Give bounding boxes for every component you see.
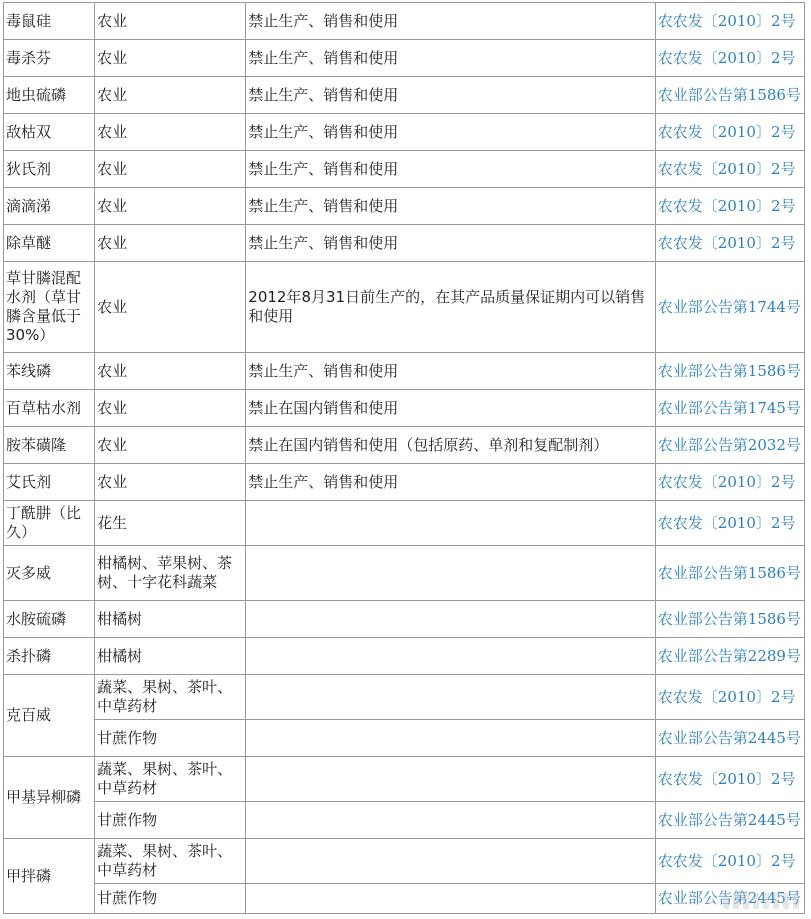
crop-scope: 柑橘树 xyxy=(95,638,246,675)
table-row xyxy=(4,638,805,675)
crop-scope: 农业 xyxy=(95,427,246,464)
pesticide-name: 胺苯磺隆 xyxy=(4,427,95,464)
table-row xyxy=(4,839,805,884)
document-link[interactable]: 农业部公告第2445号 xyxy=(657,810,801,829)
restriction: 2012年8月31日前生产的，在其产品质量保证期内可以销售和使用 xyxy=(246,262,656,353)
crop-scope: 农业 xyxy=(95,40,246,77)
table-row xyxy=(4,675,805,720)
crop-scope: 蔬菜、果树、茶叶、中草药材 xyxy=(95,675,246,720)
pesticide-name: 水胺硫磷 xyxy=(4,601,95,638)
pesticide-ban-table xyxy=(3,2,805,914)
restriction xyxy=(246,839,656,884)
restriction: 禁止生产、销售和使用 xyxy=(246,225,656,262)
crop-scope: 蔬菜、果树、茶叶、中草药材 xyxy=(95,757,246,802)
pesticide-name: 毒杀芬 xyxy=(4,40,95,77)
restriction: 禁止生产、销售和使用 xyxy=(246,77,656,114)
crop-scope: 农业 xyxy=(95,114,246,151)
pesticide-name: 草甘膦混配水剂（草甘膦含量低于30%） xyxy=(4,262,95,353)
table-row xyxy=(4,427,805,464)
table-row xyxy=(4,757,805,802)
table-row xyxy=(4,546,805,601)
restriction: 禁止生产、销售和使用 xyxy=(246,188,656,225)
crop-scope: 蔬菜、果树、茶叶、中草药材 xyxy=(95,839,246,884)
document-link[interactable]: 农农发〔2010〕2号 xyxy=(657,513,796,532)
table-row xyxy=(4,114,805,151)
restriction: 禁止在国内销售和使用（包括原药、单剂和复配制剂） xyxy=(246,427,656,464)
crop-scope: 农业 xyxy=(95,390,246,427)
restriction xyxy=(246,601,656,638)
restriction: 禁止生产、销售和使用 xyxy=(246,3,656,40)
restriction xyxy=(246,638,656,675)
pesticide-name: 除草醚 xyxy=(4,225,95,262)
restriction xyxy=(246,757,656,802)
crop-scope: 花生 xyxy=(95,501,246,546)
restriction: 禁止生产、销售和使用 xyxy=(246,114,656,151)
restriction xyxy=(246,501,656,546)
restriction: 禁止生产、销售和使用 xyxy=(246,464,656,501)
crop-scope: 柑橘树 xyxy=(95,601,246,638)
document-link[interactable]: 农农发〔2010〕2号 xyxy=(657,769,796,788)
document-link[interactable]: 农农发〔2010〕2号 xyxy=(657,11,796,30)
pesticide-name: 克百威 xyxy=(4,675,95,757)
table-row xyxy=(4,188,805,225)
document-link[interactable]: 农农发〔2010〕2号 xyxy=(657,122,796,141)
crop-scope: 甘蔗作物 xyxy=(95,802,246,839)
restriction: 禁止生产、销售和使用 xyxy=(246,40,656,77)
document-link[interactable]: 农农发〔2010〕2号 xyxy=(657,687,796,706)
crop-scope: 农业 xyxy=(95,3,246,40)
table-row xyxy=(4,40,805,77)
pesticide-name: 狄氏剂 xyxy=(4,151,95,188)
pesticide-name: 甲拌磷 xyxy=(4,839,95,914)
crop-scope: 甘蔗作物 xyxy=(95,884,246,914)
restriction xyxy=(246,675,656,720)
document-link[interactable]: 农业部公告第1586号 xyxy=(657,361,801,380)
document-link[interactable]: 农农发〔2010〕2号 xyxy=(657,851,796,870)
table-row xyxy=(4,720,805,757)
table-row xyxy=(4,262,805,353)
document-link[interactable]: 农业部公告第2032号 xyxy=(657,435,801,454)
restriction xyxy=(246,546,656,601)
document-link[interactable]: 农农发〔2010〕2号 xyxy=(657,196,796,215)
crop-scope: 农业 xyxy=(95,262,246,353)
restriction: 禁止生产、销售和使用 xyxy=(246,151,656,188)
document-link[interactable]: 农农发〔2010〕2号 xyxy=(657,472,796,491)
table-body xyxy=(4,3,805,914)
crop-scope: 农业 xyxy=(95,225,246,262)
pesticide-name: 毒鼠硅 xyxy=(4,3,95,40)
table-row xyxy=(4,884,805,914)
table-row xyxy=(4,601,805,638)
document-link[interactable]: 农业部公告第2445号 xyxy=(657,728,801,747)
pesticide-name: 百草枯水剂 xyxy=(4,390,95,427)
document-link[interactable]: 农农发〔2010〕2号 xyxy=(657,159,796,178)
crop-scope: 柑橘树、苹果树、茶树、十字花科蔬菜 xyxy=(95,546,246,601)
document-link[interactable]: 农农发〔2010〕2号 xyxy=(657,233,796,252)
crop-scope: 农业 xyxy=(95,464,246,501)
table-row xyxy=(4,802,805,839)
table-row xyxy=(4,501,805,546)
restriction: 禁止生产、销售和使用 xyxy=(246,353,656,390)
restriction xyxy=(246,884,656,914)
pesticide-name: 地虫硫磷 xyxy=(4,77,95,114)
crop-scope: 农业 xyxy=(95,353,246,390)
document-link[interactable]: 农农发〔2010〕2号 xyxy=(657,48,796,67)
restriction: 禁止在国内销售和使用 xyxy=(246,390,656,427)
pesticide-name: 灭多威 xyxy=(4,546,95,601)
pesticide-name: 滴滴涕 xyxy=(4,188,95,225)
table-row xyxy=(4,225,805,262)
table-row xyxy=(4,353,805,390)
crop-scope: 农业 xyxy=(95,151,246,188)
pesticide-name: 丁酰肼（比久） xyxy=(4,501,95,546)
table-row xyxy=(4,151,805,188)
table-row xyxy=(4,77,805,114)
crop-scope: 农业 xyxy=(95,188,246,225)
document-link[interactable]: 农业部公告第1586号 xyxy=(657,563,801,582)
document-link[interactable]: 农业部公告第1745号 xyxy=(657,398,801,417)
crop-scope: 甘蔗作物 xyxy=(95,720,246,757)
pesticide-name: 艾氏剂 xyxy=(4,464,95,501)
document-link[interactable]: 农业部公告第2289号 xyxy=(657,646,801,665)
document-link[interactable]: 农业部公告第1744号 xyxy=(657,297,801,316)
document-link[interactable]: 农业部公告第1586号 xyxy=(657,609,801,628)
pesticide-name: 杀扑磷 xyxy=(4,638,95,675)
pesticide-name: 苯线磷 xyxy=(4,353,95,390)
restriction xyxy=(246,720,656,757)
crop-scope: 农业 xyxy=(95,77,246,114)
table-row xyxy=(4,390,805,427)
restriction xyxy=(246,802,656,839)
table-row xyxy=(4,464,805,501)
document-link[interactable]: 农业部公告第2445号 xyxy=(657,889,801,907)
watermark xyxy=(723,893,803,909)
document-link[interactable]: 农业部公告第1586号 xyxy=(657,85,801,104)
pesticide-name: 敌枯双 xyxy=(4,114,95,151)
table-row xyxy=(4,3,805,40)
pesticide-name: 甲基异柳磷 xyxy=(4,757,95,839)
